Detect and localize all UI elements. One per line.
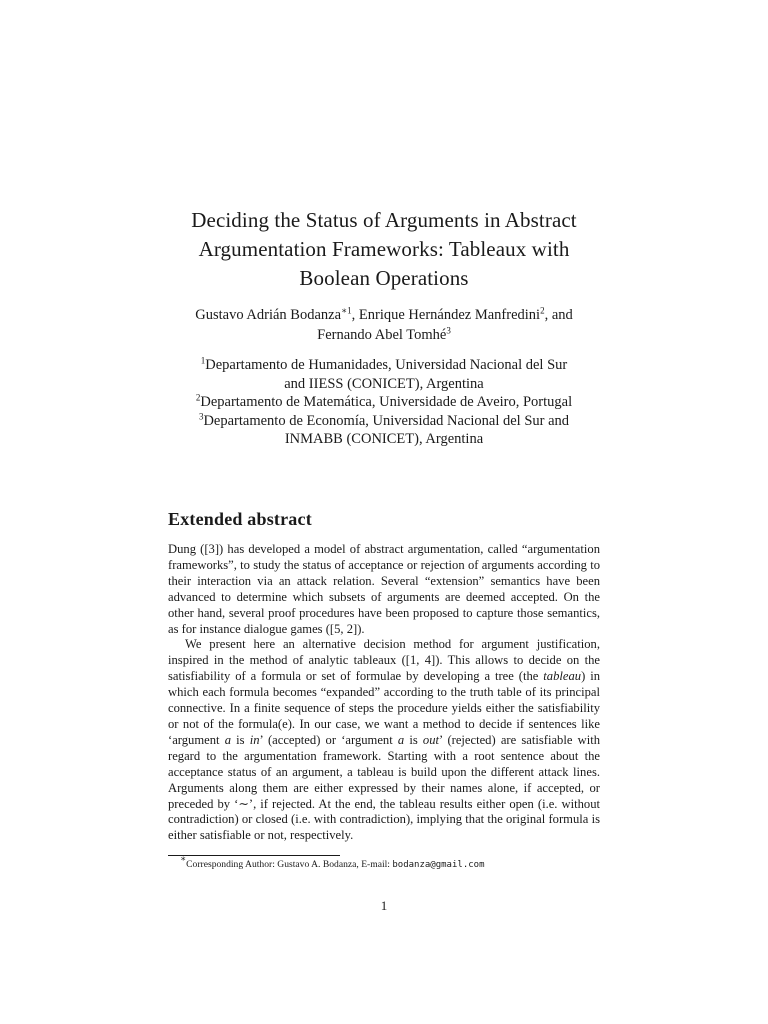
affiliation-text: Departamento de Economía, Universidad Nacional del Sur and (203, 412, 570, 429)
emphasis-text: out (422, 732, 440, 747)
affiliation-superscript: 3 (198, 411, 204, 422)
affiliation-text: Departamento de Matemática, Universidade de Aveiro, Portugal (200, 394, 573, 410)
author-list (0, 305, 768, 345)
affiliation-3-line-1 (0, 412, 768, 431)
author-name: Gustavo Adrián Bodanza (195, 307, 342, 323)
paragraph-text: is (231, 732, 250, 747)
emphasis-text: tableau (543, 669, 582, 684)
page-number: 1 (380, 898, 388, 913)
affiliation-superscript: 2 (195, 392, 201, 403)
affiliation-text: Departamento de Humanidades, Universidad Nacional del Sur (205, 357, 568, 373)
author-separator: , and (544, 307, 573, 323)
abstract-paragraph-2 (168, 637, 600, 844)
affiliation-superscript: 1 (200, 355, 206, 366)
affiliation-list (0, 356, 768, 449)
author-name: Enrique Hernández Manfredini (358, 307, 541, 323)
math-variable: a (224, 732, 231, 747)
title-line-1: Deciding the Status of Arguments in Abstract (191, 208, 577, 232)
affiliation-3-line-2: INMABB (CONICET), Argentina (284, 431, 484, 447)
affiliation-1-line-1 (0, 356, 768, 375)
affiliation-2-line-1 (0, 393, 768, 412)
footnote-marker: ∗ (180, 853, 187, 864)
author-separator: , (351, 307, 359, 323)
affiliation-1-line-2: and IIESS (CONICET), Argentina (284, 375, 484, 392)
paragraph-text: ’ (rejected) are satisfiable with regard to the argumentation framework. Starting with a root sentence about the acceptance status of an argument, a tableau is build upon the different attack lines. Arguments along them are either expressed by their names alone, if accepted, or preceded by ‘∼’, if rejected. At the end, the tableau results either open (i.e. without contradiction) or closed (i.e. with contradiction), implying that the original formula is either satisfiable or not, respectively. (168, 732, 600, 843)
author-superscript: ∗1 (341, 305, 352, 316)
footnote (180, 853, 485, 872)
emphasis-text: in (249, 732, 260, 747)
author-line-1 (0, 305, 768, 325)
paragraph-text: ) in which each formula becomes “expanded” according to the truth table of its principal connective. In a finite sequence of steps the procedure yields either the satisfiability or not of the formula(e). In our case, we want a method to decide if sentences like ‘argument (168, 669, 600, 747)
section-heading: Extended abstract (168, 509, 312, 529)
title-line-3: Boolean Operations (299, 266, 469, 290)
math-variable: a (397, 732, 405, 747)
title-line-2: Argumentation Frameworks: Tableaux with (198, 237, 570, 261)
footnote-email: bodanza@gmail.com (392, 860, 485, 870)
paragraph-text: We present here an alternative decision method for argument justification, inspired in the method of analytic tableaux ([1, 4]). This allows to decide on the satisfiability of a formula or set of formulae by developing a tree (the (168, 637, 600, 684)
author-name: Fernando Abel Tomhé (317, 327, 447, 343)
paragraph-text: is (404, 732, 423, 747)
paragraph-text: ’ (accepted) or ‘argument (259, 732, 398, 747)
abstract-paragraph-1: Dung ([3]) has developed a model of abstract argumentation, called “argumentation frameworks”, to study the status of acceptance or rejection of arguments according to their interaction via an attack relation. Several “extension” semantics have been advanced to determine which subsets of arguments are deemed accepted. On the other hand, several proof procedures have been proposed to capture those semantics, as for instance dialogue games ([5, 2]). (168, 542, 600, 636)
abstract-body (168, 542, 600, 844)
author-line-2 (0, 325, 768, 345)
footnote-text: Corresponding Author: Gustavo A. Bodanza, E-mail: (186, 859, 393, 870)
paper-title (0, 206, 768, 293)
author-superscript: 3 (446, 325, 451, 336)
footnote-rule (168, 855, 340, 856)
author-superscript: 2 (540, 305, 545, 316)
